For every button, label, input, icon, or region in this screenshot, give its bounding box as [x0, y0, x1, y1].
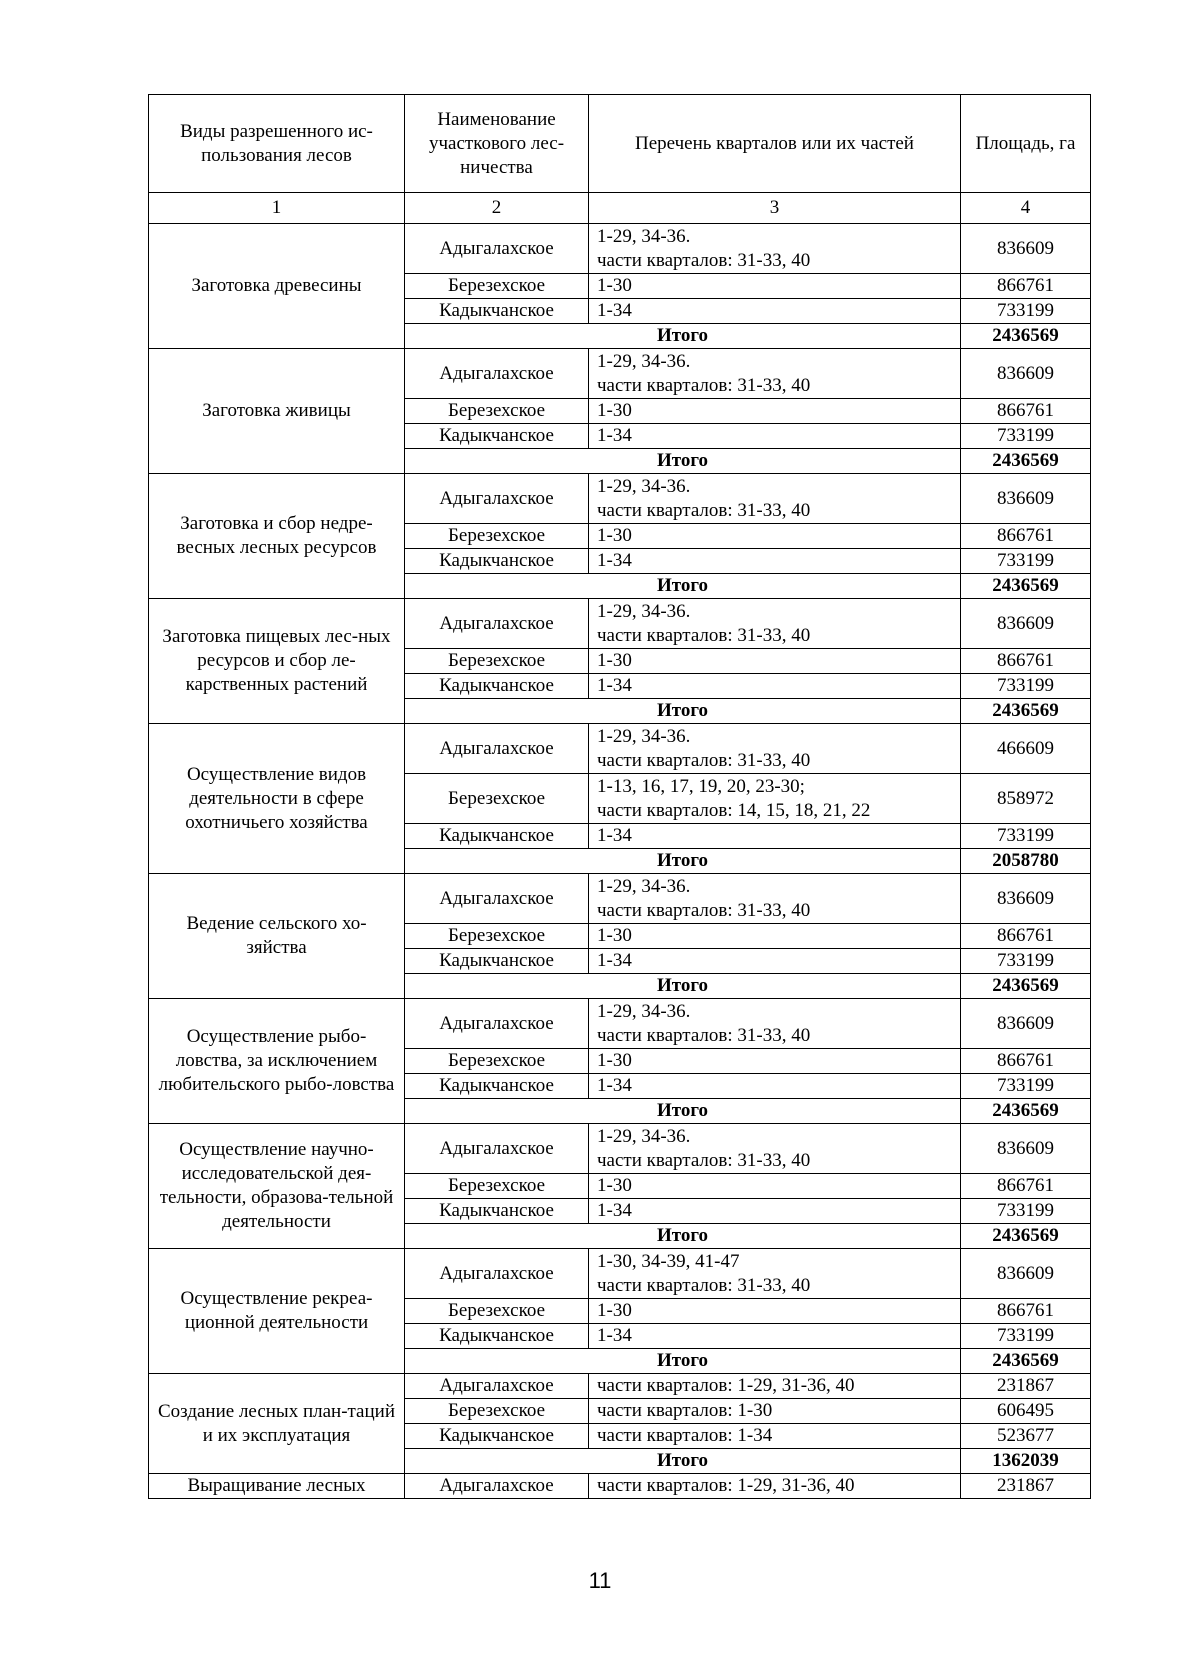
forestry-cell: Березехское	[405, 1399, 589, 1424]
total-label: Итого	[405, 699, 961, 724]
quarters-cell	[589, 1474, 961, 1499]
table-row	[149, 599, 1091, 649]
quarters-line: 1-30	[597, 1175, 632, 1196]
use-type-cell: Осуществление рыбо-ловства, за исключением любительского рыбо-ловства	[149, 999, 405, 1124]
use-type-cell: Заготовка древесины	[149, 224, 405, 349]
table-row	[149, 349, 1091, 399]
area-cell: 836609	[961, 474, 1091, 524]
quarters-line: части кварталов: 1-34	[597, 1425, 773, 1446]
quarters-cell	[589, 874, 961, 924]
area-cell: 733199	[961, 299, 1091, 324]
area-cell: 733199	[961, 1324, 1091, 1349]
area-cell: 858972	[961, 774, 1091, 824]
total-label: Итого	[405, 324, 961, 349]
column-number: 2	[405, 193, 589, 224]
quarters-line: 1-29, 34-36.	[597, 475, 691, 497]
total-label: Итого	[405, 1224, 961, 1249]
forestry-cell: Кадыкчанское	[405, 674, 589, 699]
quarters-cell	[589, 824, 961, 849]
area-cell: 733199	[961, 824, 1091, 849]
forestry-cell: Кадыкчанское	[405, 1324, 589, 1349]
forestry-cell: Адыгалахское	[405, 599, 589, 649]
column-number: 4	[961, 193, 1091, 224]
quarters-line: 1-30	[597, 925, 632, 946]
quarters-line: 1-29, 34-36.	[597, 725, 691, 747]
quarters-cell	[589, 224, 961, 274]
table-row	[149, 474, 1091, 524]
area-cell: 733199	[961, 424, 1091, 449]
forestry-cell: Адыгалахское	[405, 1474, 589, 1499]
quarters-line: 1-34	[597, 825, 632, 846]
forestry-cell: Березехское	[405, 399, 589, 424]
quarters-cell	[589, 1399, 961, 1424]
forestry-cell: Кадыкчанское	[405, 1199, 589, 1224]
area-cell: 866761	[961, 274, 1091, 299]
area-cell: 231867	[961, 1374, 1091, 1399]
use-type-cell: Заготовка и сбор недре-весных лесных ресурсов	[149, 474, 405, 599]
column-number-row	[149, 193, 1091, 224]
table-row	[149, 1474, 1091, 1499]
forestry-cell: Березехское	[405, 774, 589, 824]
area-cell: 231867	[961, 1474, 1091, 1499]
quarters-line: 1-29, 34-36.	[597, 225, 691, 247]
total-value: 2436569	[961, 699, 1091, 724]
header-row	[149, 95, 1091, 193]
area-cell: 866761	[961, 1049, 1091, 1074]
area-cell: 836609	[961, 874, 1091, 924]
use-type-cell: Осуществление видов деятельности в сфере охотничьего хозяйства	[149, 724, 405, 874]
use-type-cell: Осуществление рекреа-ционной деятельности	[149, 1249, 405, 1374]
area-cell: 733199	[961, 1199, 1091, 1224]
use-type-cell: Заготовка пищевых лес-ных ресурсов и сбор ле-карственных растений	[149, 599, 405, 724]
area-cell: 836609	[961, 1124, 1091, 1174]
forestry-cell: Березехское	[405, 1299, 589, 1324]
quarters-cell	[589, 724, 961, 774]
header-forestry: Наименование участкового лес-ничества	[405, 95, 589, 193]
quarters-line: 1-29, 34-36.	[597, 1000, 691, 1022]
quarters-line: 1-13, 16, 17, 19, 20, 23-30;	[597, 775, 805, 797]
quarters-cell	[589, 299, 961, 324]
quarters-line: части кварталов: 31-33, 40	[597, 899, 811, 921]
quarters-line: 1-29, 34-36.	[597, 600, 691, 622]
area-cell: 523677	[961, 1424, 1091, 1449]
column-number: 1	[149, 193, 405, 224]
forestry-cell: Кадыкчанское	[405, 299, 589, 324]
table-row	[149, 224, 1091, 274]
forestry-cell: Адыгалахское	[405, 1124, 589, 1174]
quarters-cell	[589, 674, 961, 699]
quarters-cell	[589, 999, 961, 1049]
quarters-line: части кварталов: 1-29, 31-36, 40	[597, 1375, 855, 1396]
forestry-cell: Березехское	[405, 649, 589, 674]
total-value: 2436569	[961, 1224, 1091, 1249]
total-value: 1362039	[961, 1449, 1091, 1474]
column-number: 3	[589, 193, 961, 224]
area-cell: 836609	[961, 224, 1091, 274]
quarters-line: 1-34	[597, 550, 632, 571]
use-type-cell: Создание лесных план-таций и их эксплуатация	[149, 1374, 405, 1474]
use-type-cell: Осуществление научно-исследовательской дея-тельности, образова-тельной деятельности	[149, 1124, 405, 1249]
total-label: Итого	[405, 849, 961, 874]
header-use-type: Виды разрешенного ис-пользования лесов	[149, 95, 405, 193]
quarters-cell	[589, 524, 961, 549]
area-cell: 466609	[961, 724, 1091, 774]
area-cell: 866761	[961, 524, 1091, 549]
forest-use-table	[148, 94, 1091, 1499]
quarters-cell	[589, 474, 961, 524]
area-cell: 733199	[961, 549, 1091, 574]
quarters-line: части кварталов: 31-33, 40	[597, 749, 811, 771]
total-label: Итого	[405, 974, 961, 999]
quarters-line: 1-30	[597, 400, 632, 421]
total-label: Итого	[405, 574, 961, 599]
quarters-line: 1-34	[597, 675, 632, 696]
forestry-cell: Кадыкчанское	[405, 549, 589, 574]
forestry-cell: Адыгалахское	[405, 224, 589, 274]
use-type-cell: Выращивание лесных	[149, 1474, 405, 1499]
area-cell: 733199	[961, 949, 1091, 974]
quarters-cell	[589, 599, 961, 649]
forestry-cell: Адыгалахское	[405, 874, 589, 924]
total-value: 2436569	[961, 574, 1091, 599]
quarters-line: 1-34	[597, 1200, 632, 1221]
forestry-cell: Березехское	[405, 1174, 589, 1199]
quarters-line: 1-30	[597, 1300, 632, 1321]
quarters-line: 1-30	[597, 525, 632, 546]
header-area: Площадь, га	[961, 95, 1091, 193]
forestry-cell: Адыгалахское	[405, 474, 589, 524]
quarters-line: 1-34	[597, 1325, 632, 1346]
quarters-line: части кварталов: 31-33, 40	[597, 1149, 811, 1171]
quarters-line: части кварталов: 14, 15, 18, 21, 22	[597, 799, 871, 821]
quarters-cell	[589, 424, 961, 449]
total-value: 2436569	[961, 1349, 1091, 1374]
quarters-line: 1-30	[597, 650, 632, 671]
forestry-cell: Березехское	[405, 274, 589, 299]
quarters-cell	[589, 1074, 961, 1099]
table-row	[149, 724, 1091, 774]
quarters-line: части кварталов: 31-33, 40	[597, 1274, 811, 1296]
forestry-cell: Кадыкчанское	[405, 1074, 589, 1099]
forestry-cell: Березехское	[405, 1049, 589, 1074]
table-row	[149, 1124, 1091, 1174]
quarters-line: 1-29, 34-36.	[597, 350, 691, 372]
total-value: 2436569	[961, 449, 1091, 474]
area-cell: 866761	[961, 399, 1091, 424]
total-label: Итого	[405, 1099, 961, 1124]
quarters-line: 1-34	[597, 425, 632, 446]
quarters-cell	[589, 649, 961, 674]
area-cell: 836609	[961, 1249, 1091, 1299]
quarters-line: части кварталов: 1-30	[597, 1400, 773, 1421]
quarters-cell	[589, 549, 961, 574]
forestry-cell: Адыгалахское	[405, 349, 589, 399]
quarters-line: части кварталов: 31-33, 40	[597, 1024, 811, 1046]
area-cell: 866761	[961, 1174, 1091, 1199]
total-label: Итого	[405, 1449, 961, 1474]
forestry-cell: Кадыкчанское	[405, 424, 589, 449]
area-cell: 866761	[961, 649, 1091, 674]
quarters-cell	[589, 1374, 961, 1399]
quarters-line: 1-30, 34-39, 41-47	[597, 1250, 740, 1272]
table-row	[149, 999, 1091, 1049]
forestry-cell: Березехское	[405, 924, 589, 949]
quarters-cell	[589, 1174, 961, 1199]
area-cell: 866761	[961, 924, 1091, 949]
forestry-cell: Адыгалахское	[405, 724, 589, 774]
page-number: 11	[588, 1568, 612, 1593]
quarters-line: части кварталов: 31-33, 40	[597, 499, 811, 521]
quarters-cell	[589, 1299, 961, 1324]
quarters-line: 1-30	[597, 275, 632, 296]
area-cell: 606495	[961, 1399, 1091, 1424]
quarters-cell	[589, 1124, 961, 1174]
quarters-line: части кварталов: 31-33, 40	[597, 624, 811, 646]
quarters-line: 1-29, 34-36.	[597, 875, 691, 897]
forestry-cell: Кадыкчанское	[405, 824, 589, 849]
quarters-cell	[589, 274, 961, 299]
area-cell: 836609	[961, 349, 1091, 399]
quarters-line: части кварталов: 31-33, 40	[597, 374, 811, 396]
quarters-line: 1-30	[597, 1050, 632, 1071]
quarters-cell	[589, 399, 961, 424]
quarters-cell	[589, 949, 961, 974]
quarters-line: 1-29, 34-36.	[597, 1125, 691, 1147]
use-type-cell: Ведение сельского хо-зяйства	[149, 874, 405, 999]
quarters-line: 1-34	[597, 1075, 632, 1096]
area-cell: 836609	[961, 999, 1091, 1049]
total-label: Итого	[405, 449, 961, 474]
forestry-cell: Адыгалахское	[405, 1374, 589, 1399]
use-type-cell: Заготовка живицы	[149, 349, 405, 474]
area-cell: 866761	[961, 1299, 1091, 1324]
total-value: 2436569	[961, 324, 1091, 349]
forestry-cell: Адыгалахское	[405, 999, 589, 1049]
quarters-cell	[589, 1249, 961, 1299]
quarters-cell	[589, 774, 961, 824]
table-row	[149, 1374, 1091, 1399]
quarters-line: части кварталов: 1-29, 31-36, 40	[597, 1475, 855, 1496]
table-row	[149, 1249, 1091, 1299]
quarters-cell	[589, 1324, 961, 1349]
total-value: 2058780	[961, 849, 1091, 874]
quarters-cell	[589, 349, 961, 399]
quarters-line: 1-34	[597, 950, 632, 971]
quarters-cell	[589, 1049, 961, 1074]
quarters-cell	[589, 1424, 961, 1449]
area-cell: 836609	[961, 599, 1091, 649]
forestry-cell: Березехское	[405, 524, 589, 549]
total-value: 2436569	[961, 974, 1091, 999]
total-value: 2436569	[961, 1099, 1091, 1124]
table-row	[149, 874, 1091, 924]
quarters-line: 1-34	[597, 300, 632, 321]
forestry-cell: Кадыкчанское	[405, 949, 589, 974]
area-cell: 733199	[961, 674, 1091, 699]
quarters-cell	[589, 1199, 961, 1224]
area-cell: 733199	[961, 1074, 1091, 1099]
total-label: Итого	[405, 1349, 961, 1374]
forestry-cell: Кадыкчанское	[405, 1424, 589, 1449]
quarters-line: части кварталов: 31-33, 40	[597, 249, 811, 271]
forestry-cell: Адыгалахское	[405, 1249, 589, 1299]
header-quarters: Перечень кварталов или их частей	[589, 95, 961, 193]
quarters-cell	[589, 924, 961, 949]
